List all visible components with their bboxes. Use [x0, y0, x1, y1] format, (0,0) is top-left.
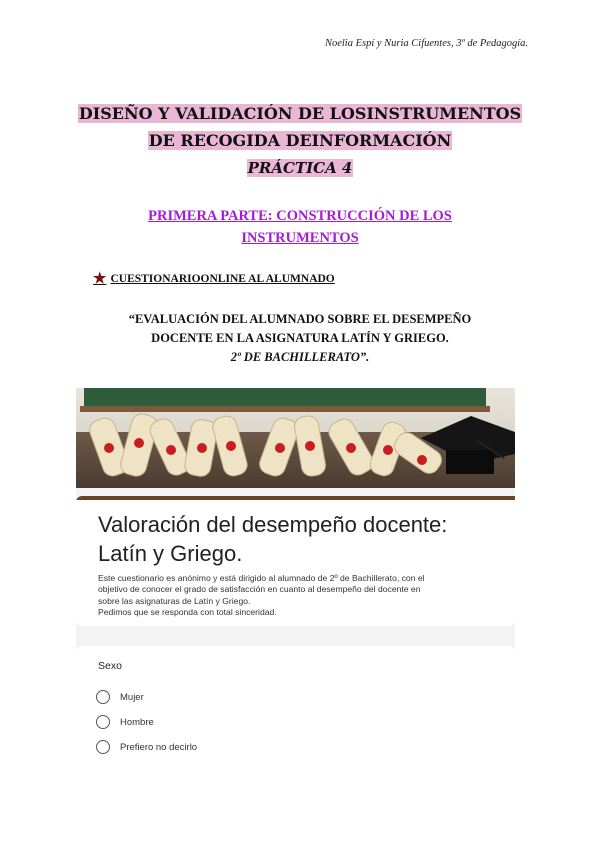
radio-circle-icon[interactable]: [96, 740, 110, 754]
radio-option-prefiero-no-decirlo[interactable]: [96, 740, 197, 754]
questionnaire-title-line-1: “EVALUACIÓN DEL ALUMNADO SOBRE EL DESEMPEÑO: [128, 312, 472, 326]
form-description: [98, 573, 514, 618]
radio-option-label: Hombre: [120, 716, 154, 728]
subsection-label: CUESTIONARIOONLINE AL ALUMNADO: [110, 272, 335, 285]
questionnaire-title-line-3: 2º DE BACHILLERATO”.: [230, 350, 370, 364]
section-title-line-1: PRIMERA PARTE: CONSTRUCCIÓN DE LOS: [148, 208, 452, 224]
title-line-1: DISEÑO Y VALIDACIÓN DE LOSINSTRUMENTOS: [78, 104, 522, 123]
radio-option-hombre[interactable]: [96, 715, 154, 729]
radio-option-label: Prefiero no decirlo: [120, 741, 198, 753]
question-label: Sexo: [98, 660, 122, 672]
radio-option-label: Mujer: [120, 691, 144, 703]
form-header-card: [76, 500, 515, 626]
form-title-line-2: Latín y Griego.: [98, 541, 243, 566]
section-title-line-2: INSTRUMENTOS: [241, 230, 359, 246]
subsection-heading: [93, 269, 335, 288]
form-screenshot: [76, 388, 515, 760]
banner-image: [76, 388, 515, 488]
form-description-line-1: Este cuestionario es anónimo y está dirigido al alumnado de 2º de Bachillerato, con el: [98, 573, 425, 583]
form-description-line-2: objetivo de conocer el grado de satisfacción en cuanto al desempeño del docente en: [98, 584, 421, 595]
title-line-2: DE RECOGIDA DEINFORMACIÓN: [148, 131, 452, 150]
form-description-line-4: Pedimos que se responda con total sinceridad.: [98, 606, 277, 617]
main-title: [0, 100, 600, 182]
questionnaire-title-line-2: DOCENTE EN LA ASIGNATURA LATÍN Y GRIEGO.: [151, 331, 449, 345]
questionnaire-title: [0, 310, 600, 367]
question-card-sexo: [76, 646, 515, 760]
form-title-line-1: Valoración del desempeño docente:: [98, 512, 448, 537]
header-author: Noelia Espí y Nuria Cifuentes, 3º de Pedagogía.: [324, 38, 528, 49]
radio-circle-icon[interactable]: [96, 690, 110, 704]
form-description-line-3: sobre las asignaturas de Latín y Griego.: [98, 595, 251, 606]
radio-option-mujer[interactable]: [96, 690, 144, 704]
radio-circle-icon[interactable]: [96, 715, 110, 729]
star-icon: ★: [93, 271, 107, 287]
form-title: [98, 510, 508, 568]
practica-label: PRÁCTICA 4: [247, 159, 353, 177]
section-title: [0, 205, 600, 249]
